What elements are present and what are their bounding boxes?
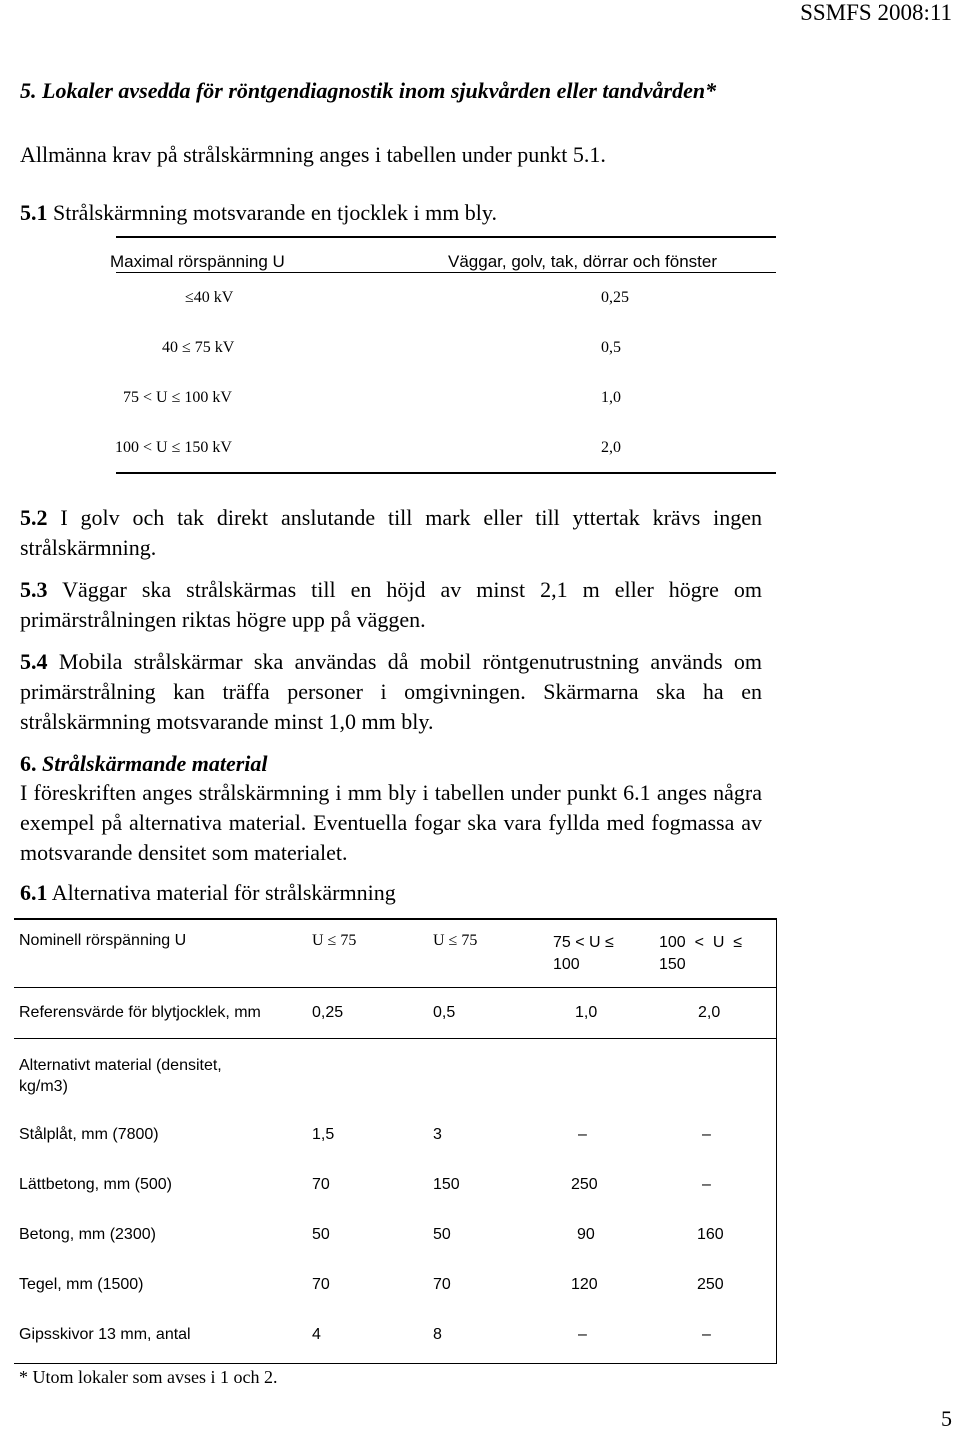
table1-header-rule — [116, 272, 776, 273]
table2-material-c1: 1,5 — [312, 1126, 335, 1143]
table2-reference-c3: 1,0 — [575, 1004, 598, 1021]
table1-row-value: 0,25 — [601, 289, 629, 306]
table2-material-label: Tegel, mm (1500) — [19, 1276, 144, 1293]
subsection-6-1-text: Alternativa material för strålskärmning — [47, 880, 396, 905]
table2-material-c2: 150 — [433, 1176, 460, 1193]
table2-reference-rule — [14, 1038, 776, 1039]
table1-row-voltage: 40 ≤ 75 kV — [162, 339, 235, 356]
table2-alt-heading: Alternativt material (densitet, kg/m3) — [19, 1057, 222, 1095]
table1-row-voltage: 100 < U ≤ 150 kV — [115, 439, 232, 456]
table2-material-c2: 70 — [433, 1276, 451, 1293]
section-5-heading — [20, 76, 762, 106]
table2-material-c4: – — [702, 1176, 711, 1193]
table2-material-c4: – — [702, 1326, 711, 1343]
table1-top-rule — [116, 236, 776, 238]
table1-header-voltage: Maximal rörspänning U — [110, 252, 285, 271]
table2-material-label: Stålplåt, mm (7800) — [19, 1126, 159, 1143]
table2-header-col3: 75 < U ≤ 100 — [553, 934, 614, 973]
table2-top-rule — [14, 918, 776, 920]
section-6-body: I föreskriften anges strålskärmning i mm bly i tabellen under punkt 6.1 anges några exempel på alternativa material. Eventuella fogar ska vara fyllda med fogmassa av motsvarande densitet som materialet. — [20, 780, 762, 865]
table2-header-label: Nominell rörspänning U — [19, 932, 187, 949]
table1-row-value: 1,0 — [601, 389, 621, 406]
table2-material-label: Lättbetong, mm (500) — [19, 1176, 172, 1193]
subsection-5-3-number: 5.3 — [20, 577, 48, 602]
table2-bottom-rule — [14, 1363, 776, 1364]
table2-material-c2: 8 — [433, 1326, 442, 1343]
table2-material-c3: – — [578, 1126, 587, 1143]
table2-material-c1: 70 — [312, 1176, 330, 1193]
table2-reference-c2: 0,5 — [433, 1004, 456, 1021]
section-6-title: Strålskärmande material — [36, 751, 268, 776]
subsection-5-2-text: I golv och tak direkt anslutande till mark eller till yttertak krävs ingen strålskärmning. — [20, 505, 762, 560]
table2-header-col1: U ≤ 75 — [312, 932, 357, 949]
table2-header-rule — [14, 987, 776, 988]
table2-material-c3: 90 — [577, 1226, 595, 1243]
table1-header-surfaces: Väggar, golv, tak, dörrar och fönster — [448, 252, 717, 271]
subsection-5-3 — [20, 575, 762, 635]
table2-material-c3: – — [578, 1326, 587, 1343]
subsection-5-4 — [20, 647, 762, 737]
subsection-5-2 — [20, 503, 762, 563]
table2-header-col2: U ≤ 75 — [433, 932, 478, 949]
subsection-5-4-number: 5.4 — [20, 649, 48, 674]
table1-row-voltage: 75 < U ≤ 100 kV — [123, 389, 232, 406]
table2-material-label: Gipsskivor 13 mm, antal — [19, 1326, 191, 1343]
table2-material-c4: 250 — [697, 1276, 724, 1293]
subsection-5-2-number: 5.2 — [20, 505, 48, 530]
subsection-5-1-number: 5.1 — [20, 200, 48, 225]
document-reference: SSMFS 2008:11 — [800, 0, 952, 25]
table2-reference-c4: 2,0 — [698, 1004, 721, 1021]
table2-right-border — [776, 918, 777, 1364]
table1-row-value: 2,0 — [601, 439, 621, 456]
table2-material-c2: 50 — [433, 1226, 451, 1243]
table2-material-c2: 3 — [433, 1126, 442, 1143]
section-5-intro: Allmänna krav på strålskärmning anges i tabellen under punkt 5.1. — [20, 142, 606, 167]
table2-material-c1: 70 — [312, 1276, 330, 1293]
table2-reference-c1: 0,25 — [312, 1004, 344, 1021]
table2-material-c4: 160 — [697, 1226, 724, 1243]
table1-bottom-rule — [116, 472, 776, 474]
subsection-5-1-text: Strålskärmning motsvarande en tjocklek i mm bly. — [47, 200, 497, 225]
table2-material-label: Betong, mm (2300) — [19, 1226, 156, 1243]
table2-material-c4: – — [702, 1126, 711, 1143]
table2-material-c1: 50 — [312, 1226, 330, 1243]
section-5-number: 5. — [20, 78, 37, 103]
page-number: 5 — [941, 1406, 952, 1431]
table1-row-voltage: ≤ 40 kV — [185, 289, 233, 307]
table1-row-value: 0,5 — [601, 339, 621, 356]
table2-header-col4: 100 < U ≤ 150 — [659, 934, 743, 973]
section-6-number: 6. — [20, 751, 37, 776]
section-6-heading — [20, 749, 268, 779]
subsection-5-1 — [20, 198, 497, 228]
table2-material-c1: 4 — [312, 1326, 321, 1343]
footnote: * Utom lokaler som avses i 1 och 2. — [19, 1367, 278, 1387]
subsection-5-4-text: Mobila strålskärmar ska användas då mobil röntgenutrustning används om primärstrålning kan träffa personer i omgivningen. Skärmarna ska ha en strålskärmning motsvarande minst 1,0 mm bly. — [20, 649, 762, 734]
subsection-5-3-text: Väggar ska strålskärmas till en höjd av minst 2,1 m eller högre om primärstrålningen riktas högre upp på väggen. — [20, 577, 762, 632]
section-5-title: Lokaler avsedda för röntgendiagnostik inom sjukvården eller tandvården* — [42, 78, 717, 103]
table2-material-c3: 250 — [571, 1176, 598, 1193]
table2-reference-label: Referensvärde för blytjocklek, mm — [19, 1004, 261, 1021]
table2-material-c3: 120 — [571, 1276, 598, 1293]
subsection-6-1 — [20, 878, 396, 908]
subsection-6-1-number: 6.1 — [20, 880, 48, 905]
